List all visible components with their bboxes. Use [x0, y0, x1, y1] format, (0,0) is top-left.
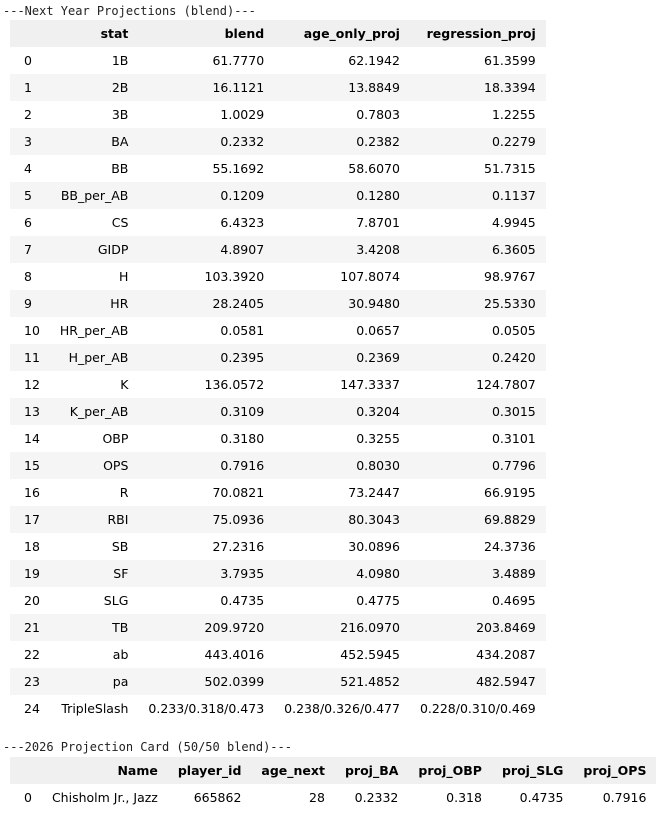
stat-cell: GIDP	[97, 242, 129, 257]
player-id-cell: 665862	[193, 790, 242, 805]
stat-cell: pa	[112, 674, 129, 689]
age-only-proj-cell: 0.3255	[356, 431, 400, 446]
stat-cell: OPS	[103, 458, 129, 473]
index-header	[10, 757, 42, 784]
age-only-proj-cell: 0.8030	[356, 458, 400, 473]
regression-proj-cell: 0.3015	[491, 404, 536, 419]
blend-cell: 209.9720	[204, 620, 265, 635]
age-only-proj-cell: 30.9480	[348, 296, 400, 311]
regression-proj-cell: 98.9767	[484, 269, 536, 284]
projections-table	[10, 20, 546, 722]
table-row	[10, 506, 546, 533]
stat-cell: SF	[113, 566, 129, 581]
row-index: 22	[24, 647, 40, 662]
row-index: 11	[24, 350, 40, 365]
stat-cell: 1B	[111, 53, 129, 68]
row-index: 8	[24, 269, 32, 284]
table-row	[10, 101, 546, 128]
header-row	[10, 757, 656, 784]
row-index: 5	[24, 188, 32, 203]
age-only-proj-cell: 58.6070	[348, 161, 400, 176]
table-row	[10, 209, 546, 236]
row-index: 17	[24, 512, 40, 527]
regression-proj-cell: 69.8829	[484, 512, 536, 527]
column-header-proj-slg: proj_SLG	[501, 763, 564, 778]
table-row	[10, 560, 546, 587]
row-index: 6	[24, 215, 32, 230]
table-row	[10, 47, 546, 74]
row-index: 2	[24, 107, 32, 122]
stat-cell: 3B	[111, 107, 129, 122]
output-title-projection-card: ---2026 Projection Card (50/50 blend)---	[3, 740, 292, 754]
row-index: 9	[24, 296, 32, 311]
blend-cell: 61.7770	[212, 53, 265, 68]
stat-cell: RBI	[107, 512, 129, 527]
age-only-proj-cell: 452.5945	[340, 647, 400, 662]
row-index: 20	[24, 593, 40, 608]
age-only-proj-cell: 73.2447	[348, 485, 400, 500]
output-title-projections: ---Next Year Projections (blend)---	[3, 4, 256, 18]
row-index: 0	[24, 790, 32, 805]
age-only-proj-cell: 62.1942	[348, 53, 400, 68]
row-index: 4	[24, 161, 32, 176]
table-row	[10, 614, 546, 641]
row-index: 24	[24, 701, 40, 716]
age-only-proj-cell: 0.4775	[356, 593, 400, 608]
stat-cell: H	[118, 269, 129, 284]
blend-cell: 0.2395	[220, 350, 265, 365]
blend-cell: 1.0029	[220, 107, 265, 122]
regression-proj-cell: 0.2279	[491, 134, 536, 149]
blend-cell: 0.7916	[220, 458, 265, 473]
regression-proj-cell: 482.5947	[476, 674, 536, 689]
stat-cell: BA	[111, 134, 129, 149]
column-header-regression-proj: regression_proj	[426, 26, 536, 41]
column-header-name: Name	[117, 763, 158, 778]
age-only-proj-cell: 30.0896	[348, 539, 400, 554]
regression-proj-cell: 61.3599	[484, 53, 536, 68]
row-index: 14	[24, 431, 40, 446]
row-index: 10	[24, 323, 40, 338]
projection-card-table	[10, 757, 656, 811]
regression-proj-cell: 66.9195	[484, 485, 536, 500]
row-index: 1	[24, 80, 32, 95]
table-row	[10, 587, 546, 614]
age-only-proj-cell: 0.3204	[356, 404, 400, 419]
regression-proj-cell: 0.4695	[491, 593, 536, 608]
regression-proj-cell: 0.0505	[491, 323, 536, 338]
blend-cell: 0.3109	[220, 404, 265, 419]
table-row	[10, 344, 546, 371]
blend-cell: 136.0572	[204, 377, 265, 392]
regression-proj-cell: 0.1137	[491, 188, 536, 203]
stat-cell: TripleSlash	[61, 701, 129, 716]
column-header-player-id: player_id	[177, 763, 242, 778]
blend-cell: 103.3920	[204, 269, 265, 284]
blend-cell: 75.0936	[212, 512, 265, 527]
proj-ops-cell: 0.7916	[602, 790, 647, 805]
column-header-proj-obp: proj_OBP	[418, 763, 482, 778]
column-header-proj-ops: proj_OPS	[583, 763, 647, 778]
age-only-proj-cell: 147.3337	[340, 377, 400, 392]
age-only-proj-cell: 0.0657	[356, 323, 400, 338]
table-row	[10, 236, 546, 263]
row-index: 13	[24, 404, 40, 419]
column-header-age-next: age_next	[261, 763, 325, 778]
column-header-proj-ba: proj_BA	[344, 763, 399, 778]
regression-proj-cell: 4.9945	[491, 215, 536, 230]
stat-cell: CS	[111, 215, 129, 230]
table-row	[10, 155, 546, 182]
table-row	[10, 398, 546, 425]
regression-proj-cell: 1.2255	[491, 107, 536, 122]
stat-cell: BB_per_AB	[60, 188, 129, 203]
stat-cell: K	[120, 377, 129, 392]
stat-cell: BB	[111, 161, 129, 176]
row-index: 16	[24, 485, 40, 500]
blend-cell: 443.4016	[204, 647, 265, 662]
regression-proj-cell: 124.7807	[476, 377, 536, 392]
blend-cell: 0.2332	[220, 134, 265, 149]
blend-cell: 55.1692	[212, 161, 265, 176]
stat-cell: 2B	[111, 80, 129, 95]
table-row	[10, 641, 546, 668]
blend-cell: 0.4735	[220, 593, 265, 608]
age-only-proj-cell: 13.8849	[348, 80, 400, 95]
blend-cell: 6.4323	[220, 215, 265, 230]
blend-cell: 27.2316	[212, 539, 265, 554]
row-index: 21	[24, 620, 40, 635]
column-header-blend: blend	[224, 26, 265, 41]
table-row	[10, 533, 546, 560]
regression-proj-cell: 203.8469	[476, 620, 536, 635]
stat-cell: HR_per_AB	[59, 323, 129, 338]
proj-ba-cell: 0.2332	[354, 790, 399, 805]
table-row	[10, 317, 546, 344]
regression-proj-cell: 6.3605	[491, 242, 536, 257]
index-header	[10, 20, 50, 47]
row-index: 3	[24, 134, 32, 149]
blend-cell: 16.1121	[212, 80, 265, 95]
table-row	[10, 263, 546, 290]
stat-cell: HR	[110, 296, 129, 311]
blend-cell: 502.0399	[204, 674, 265, 689]
regression-proj-cell: 434.2087	[476, 647, 536, 662]
blend-cell: 0.1209	[220, 188, 265, 203]
age-only-proj-cell: 0.238/0.326/0.477	[284, 701, 400, 716]
blend-cell: 28.2405	[212, 296, 265, 311]
blend-cell: 0.0581	[220, 323, 265, 338]
age-next-cell: 28	[309, 790, 325, 805]
stat-cell: R	[119, 485, 129, 500]
age-only-proj-cell: 0.7803	[356, 107, 400, 122]
age-only-proj-cell: 107.8074	[340, 269, 400, 284]
regression-proj-cell: 18.3394	[484, 80, 536, 95]
age-only-proj-cell: 3.4208	[356, 242, 400, 257]
blend-cell: 0.3180	[220, 431, 265, 446]
stat-cell: OBP	[102, 431, 129, 446]
row-index: 19	[24, 566, 40, 581]
blend-cell: 3.7935	[220, 566, 265, 581]
table-row	[10, 74, 546, 101]
row-index: 0	[24, 53, 32, 68]
regression-proj-cell: 0.228/0.310/0.469	[419, 701, 536, 716]
table-row	[10, 290, 546, 317]
regression-proj-cell: 25.5330	[484, 296, 536, 311]
table-row	[10, 695, 546, 722]
table-row	[10, 784, 656, 811]
regression-proj-cell: 3.4889	[491, 566, 536, 581]
age-only-proj-cell: 0.1280	[356, 188, 400, 203]
table-row	[10, 668, 546, 695]
age-only-proj-cell: 0.2369	[356, 350, 400, 365]
row-index: 7	[24, 242, 32, 257]
regression-proj-cell: 24.3736	[484, 539, 536, 554]
age-only-proj-cell: 4.0980	[356, 566, 400, 581]
proj-slg-cell: 0.4735	[519, 790, 564, 805]
column-header-stat: stat	[100, 26, 129, 41]
table-row	[10, 479, 546, 506]
stat-cell: H_per_AB	[68, 350, 129, 365]
table-row	[10, 371, 546, 398]
regression-proj-cell: 0.7796	[491, 458, 536, 473]
proj-obp-cell: 0.318	[446, 790, 482, 805]
blend-cell: 0.233/0.318/0.473	[148, 701, 265, 716]
regression-proj-cell: 51.7315	[484, 161, 536, 176]
table-row	[10, 425, 546, 452]
row-index: 23	[24, 674, 40, 689]
regression-proj-cell: 0.3101	[491, 431, 536, 446]
stat-cell: SLG	[103, 593, 129, 608]
regression-proj-cell: 0.2420	[491, 350, 536, 365]
age-only-proj-cell: 521.4852	[340, 674, 400, 689]
table-row	[10, 452, 546, 479]
blend-cell: 70.0821	[212, 485, 265, 500]
age-only-proj-cell: 0.2382	[356, 134, 400, 149]
table-row	[10, 128, 546, 155]
stat-cell: K_per_AB	[69, 404, 129, 419]
blend-cell: 4.8907	[220, 242, 265, 257]
row-index: 12	[24, 377, 40, 392]
age-only-proj-cell: 7.8701	[356, 215, 400, 230]
stat-cell: ab	[112, 647, 129, 662]
table-row	[10, 182, 546, 209]
stat-cell: TB	[112, 620, 129, 635]
header-row	[10, 20, 546, 47]
age-only-proj-cell: 216.0970	[340, 620, 400, 635]
age-only-proj-cell: 80.3043	[348, 512, 400, 527]
column-header-age-only-proj: age_only_proj	[303, 26, 400, 41]
row-index: 18	[24, 539, 40, 554]
name-cell: Chisholm Jr., Jazz	[51, 790, 158, 805]
stat-cell: SB	[111, 539, 129, 554]
row-index: 15	[24, 458, 40, 473]
